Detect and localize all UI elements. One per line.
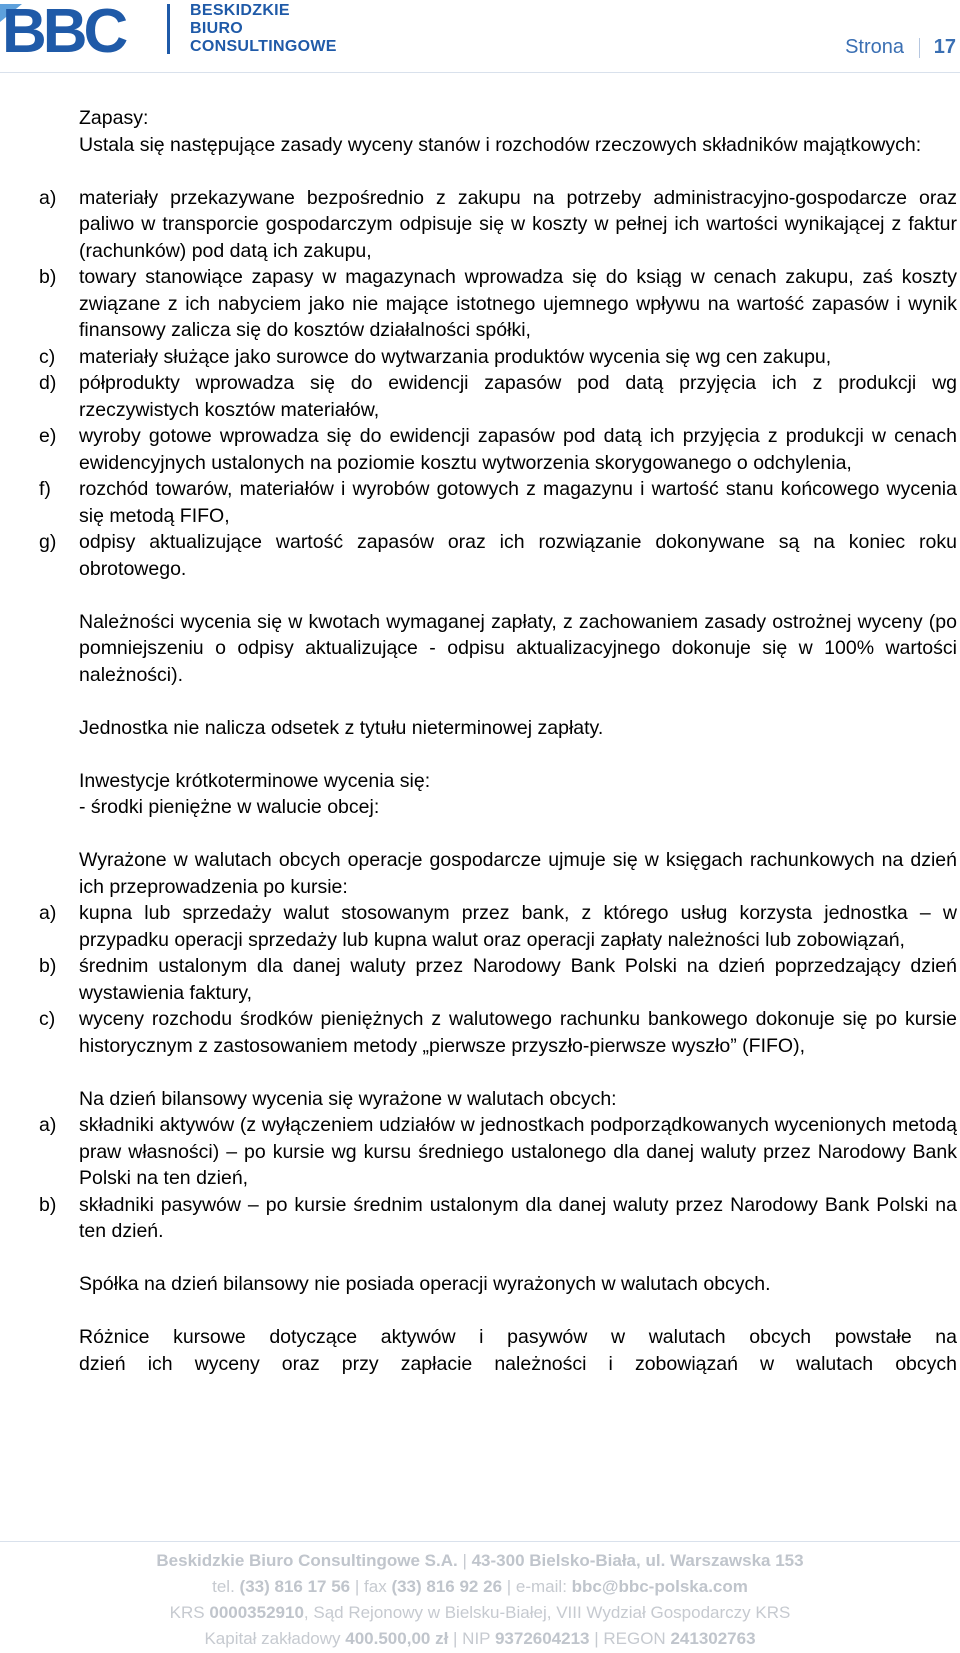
page-label: Strona [845,36,904,58]
footer-tel: (33) 816 17 56 [239,1577,351,1596]
list-item: b) składniki pasywów – po kursie średnim ustalonym dla danej waluty przez Narodowy Bank Polski na ten dzień. [39,1193,957,1242]
list-item: a) składniki aktywów (z wyłączeniem udziałów w jednostkach podporządkowanych wycenionych metodą praw własności) – po kursie wg kursu średniego ustalonego dla danej waluty przez Narodowy Bank Polski na ten dzień, [39,1114,957,1189]
zapasy-list [39,185,957,583]
footer-regon: 241302763 [670,1629,756,1648]
logo-line: CONSULTINGOWE [190,38,337,55]
header-divider [0,72,960,73]
section-title: Zapasy: [79,107,149,129]
footer-line-4: Kapitał zakładowy 400.500,00 zł | NIP 9372604213 | REGON 241302763 [204,1629,756,1648]
list-item: b) towary stanowiące zapasy w magazynach wprowadza się do ksiąg w cenach zakupu, zaś koszty związane z ich nabyciem jako nie mające istotnego ujemnego wpływu na wartość zapasów i wynik finansowy zalicza się do kosztów działalności spółki, [39,266,957,341]
waluty-intro: Wyrażone w walutach obcych operacje gospodarcze ujmuje się w księgach rachunkowych na dzień ich przeprowadzenia po kursie: [79,849,957,898]
section-subtitle: - środki pieniężne w walucie obcej: [79,796,380,818]
footer-fax: (33) 816 92 26 [391,1577,503,1596]
list-item: a) materiały przekazywane bezpośrednio z zakupu na potrzeby administracyjno-gospodarcze oraz paliwo w transporcie gospodarczym odpisuje się w koszty w pełnej ich wartości wynikającej z faktur (rachunków) pod datą ich zakupu, [39,186,957,262]
page-header [0,0,960,72]
logo-separator [167,4,170,54]
bilans-intro: Na dzień bilansowy wycenia się wyrażone w walutach obcych: [79,1087,617,1110]
page-footer [0,1548,960,1652]
list-item: d) półprodukty wprowadza się do ewidencji zapasów pod datą przyjęcia ich z produkcji wg rzeczywistych kosztów materiałów, [39,372,957,421]
footer-krs: 0000352910 [209,1603,304,1622]
footer-address: 43-300 Bielsko-Biała, ul. Warszawska 153 [471,1551,804,1570]
footer-capital: 400.500,00 zł [345,1629,449,1648]
footer-divider [0,1541,960,1542]
footer-company: Beskidzkie Biuro Consultingowe S.A. [156,1551,458,1570]
svg-text:BBC: BBC [2,0,125,60]
page-number: 17 [933,36,956,58]
footer-email: bbc@bbc-polska.com [571,1577,748,1596]
bbc-logo [0,0,150,60]
footer-nip: 9372604213 [494,1629,590,1648]
footer-line-3: KRS 0000352910, Sąd Rejonowy w Bielsku-Białej, VIII Wydział Gospodarczy KRS [169,1603,791,1622]
section-title: Inwestycje krótkoterminowe wycenia się: [79,769,431,792]
footer-line-1: Beskidzkie Biuro Consultingowe S.A. | 43-300 Bielsko-Biała, ul. Warszawska 153 [156,1551,804,1570]
footer-line-2: tel. (33) 816 17 56 | fax (33) 816 92 26 | e-mail: bbc@bbc-polska.com [212,1577,748,1596]
roznice-paragraph [79,1324,957,1377]
footer-court: Sąd Rejonowy w Bielsku-Białej, VIII Wydział Gospodarczy KRS [313,1603,791,1622]
spolka-paragraph: Spółka na dzień bilansowy nie posiada operacji wyrażonych w walutach obcych. [79,1273,771,1295]
list-item: c) materiały służące jako surowce do wytwarzania produktów wycenia się wg cen zakupu, [39,345,832,368]
list-item: g) odpisy aktualizujące wartość zapasów oraz ich rozwiązanie dokonywane są na koniec roku obrotowego. [39,531,957,580]
logo-line: BIURO [190,20,244,37]
waluty-list [39,900,957,1059]
logo-wordmark [190,2,337,56]
page-separator [919,38,920,58]
section-intro: Ustala się następujące zasady wyceny stanów i rozchodów rzeczowych składników majątkowych: [79,133,922,156]
list-item: b) średnim ustalonym dla danej waluty przez Narodowy Bank Polski na dzień poprzedzający dzień wystawienia faktury, [39,955,957,1004]
odsetki-paragraph: Jednostka nie nalicza odsetek z tytułu nieterminowej zapłaty. [79,716,604,739]
list-item: c) wyceny rozchodu środków pieniężnych z walutowego rachunku bankowego dokonuje się po kursie historycznym z zastosowaniem metody „pierwsze przyszło-pierwsze wyszło” (FIFO), [39,1008,957,1057]
document-body [39,105,957,1404]
paragraph-line: dzień ich wyceny oraz przy zapłacie należności i zobowiązań w walutach obcych [79,1352,957,1375]
zapasy-section [79,105,957,158]
list-item: f) rozchód towarów, materiałów i wyrobów gotowych z magazynu i wartość stanu końcowego wycenia się metodą FIFO, [39,478,957,527]
paragraph-line: Różnice kursowe dotyczące aktywów i pasywów w walutach obcych powstałe na [79,1326,957,1348]
list-item: a) kupna lub sprzedaży walut stosowanym przez bank, z którego usług korzysta jednostka – w przypadku operacji sprzedaży lub kupna walut oraz operacji zapłaty należności lub zobowiązań, [39,902,957,951]
naleznosci-paragraph: Należności wycenia się w kwotach wymaganej zapłaty, z zachowaniem zasady ostrożnej wyceny (po pomniejszeniu o odpisy aktualizujące - odpisu aktualizacyjnego dokonuje się w 100% wartości należności). [79,610,957,686]
list-item: e) wyroby gotowe wprowadza się do ewidencji zapasów pod datą ich przyjęcia z produkcji w cenach ewidencyjnych ustalonych na poziomie kosztu wytworzenia skorygowanego o odchylenia, [39,425,957,474]
logo-line: BESKIDZKIE [190,2,290,19]
inwestycje-section [79,768,957,821]
bilans-list [39,1112,957,1245]
